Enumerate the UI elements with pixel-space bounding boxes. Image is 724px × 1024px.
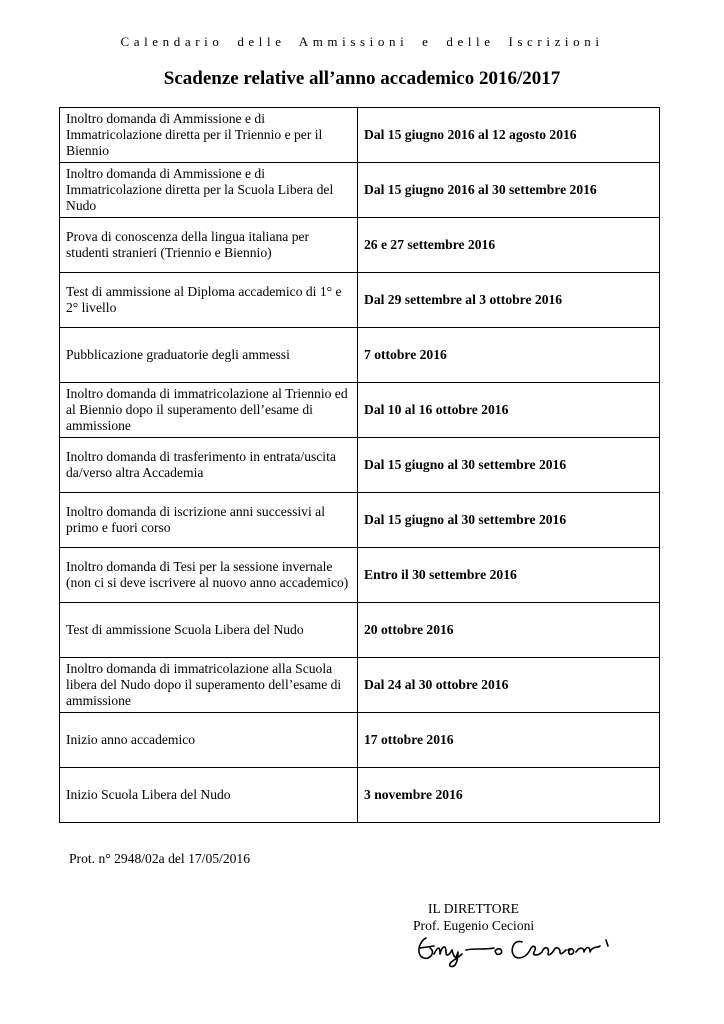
document-header: Calendario delle Ammissioni e delle Iscrizioni bbox=[120, 34, 604, 49]
handwritten-signature bbox=[414, 930, 624, 970]
schedule-row-date: 17 ottobre 2016 bbox=[358, 713, 660, 768]
schedule-row bbox=[60, 438, 660, 493]
schedule-row bbox=[60, 658, 660, 713]
schedule-row-description: Inoltro domanda di immatricolazione al Triennio ed al Biennio dopo il superamento dell’esame di ammissione bbox=[60, 383, 358, 438]
schedule-row-description: Inizio anno accademico bbox=[60, 713, 358, 768]
schedule-row-description: Pubblicazione graduatorie degli ammessi bbox=[60, 328, 358, 383]
schedule-row bbox=[60, 548, 660, 603]
schedule-row-date: Dal 15 giugno al 30 settembre 2016 bbox=[358, 493, 660, 548]
schedule-row-date: Dal 15 giugno 2016 al 30 settembre 2016 bbox=[358, 163, 660, 218]
schedule-row-description: Inoltro domanda di Tesi per la sessione invernale (non ci si deve iscrivere al nuovo anno accademico) bbox=[60, 548, 358, 603]
schedule-row bbox=[60, 768, 660, 823]
schedule-row bbox=[60, 493, 660, 548]
signatory-role: IL DIRETTORE bbox=[428, 901, 519, 916]
schedule-row-date: Dal 24 al 30 ottobre 2016 bbox=[358, 658, 660, 713]
schedule-row bbox=[60, 218, 660, 273]
schedule-table bbox=[59, 107, 660, 823]
document-title: Scadenze relative all’anno accademico 2016/2017 bbox=[163, 68, 561, 89]
schedule-row bbox=[60, 108, 660, 163]
schedule-row-date: 26 e 27 settembre 2016 bbox=[358, 218, 660, 273]
schedule-row bbox=[60, 383, 660, 438]
protocol-number: Prot. n° 2948/02a del 17/05/2016 bbox=[69, 851, 251, 866]
schedule-row-description: Inoltro domanda di Ammissione e di Immatricolazione diretta per il Triennio e per il Biennio bbox=[60, 108, 358, 163]
schedule-row-description: Prova di conoscenza della lingua italiana per studenti stranieri (Triennio e Biennio) bbox=[60, 218, 358, 273]
schedule-row-description: Inoltro domanda di trasferimento in entrata/uscita da/verso altra Accademia bbox=[60, 438, 358, 493]
schedule-row-date: 20 ottobre 2016 bbox=[358, 603, 660, 658]
schedule-row-description: Inoltro domanda di Ammissione e di Immatricolazione diretta per la Scuola Libera del Nudo bbox=[60, 163, 358, 218]
schedule-row bbox=[60, 273, 660, 328]
schedule-row-description: Test di ammissione al Diploma accademico di 1° e 2° livello bbox=[60, 273, 358, 328]
schedule-table-body bbox=[60, 108, 660, 823]
schedule-row-date: 3 novembre 2016 bbox=[358, 768, 660, 823]
schedule-row-date: Dal 29 settembre al 3 ottobre 2016 bbox=[358, 273, 660, 328]
schedule-row bbox=[60, 328, 660, 383]
schedule-row-date: Dal 15 giugno 2016 al 12 agosto 2016 bbox=[358, 108, 660, 163]
schedule-row-date: Entro il 30 settembre 2016 bbox=[358, 548, 660, 603]
signature-block bbox=[413, 900, 534, 934]
schedule-row-description: Inoltro domanda di immatricolazione alla Scuola libera del Nudo dopo il superamento dell’esame di ammissione bbox=[60, 658, 358, 713]
schedule-row bbox=[60, 603, 660, 658]
schedule-row bbox=[60, 163, 660, 218]
schedule-row-date: Dal 10 al 16 ottobre 2016 bbox=[358, 383, 660, 438]
schedule-row-date: 7 ottobre 2016 bbox=[358, 328, 660, 383]
schedule-row bbox=[60, 713, 660, 768]
schedule-row-description: Inoltro domanda di iscrizione anni successivi al primo e fuori corso bbox=[60, 493, 358, 548]
schedule-row-description: Test di ammissione Scuola Libera del Nudo bbox=[60, 603, 358, 658]
schedule-row-date: Dal 15 giugno al 30 settembre 2016 bbox=[358, 438, 660, 493]
schedule-row-description: Inizio Scuola Libera del Nudo bbox=[60, 768, 358, 823]
signatory-name: Prof. Eugenio Cecioni bbox=[413, 918, 535, 933]
